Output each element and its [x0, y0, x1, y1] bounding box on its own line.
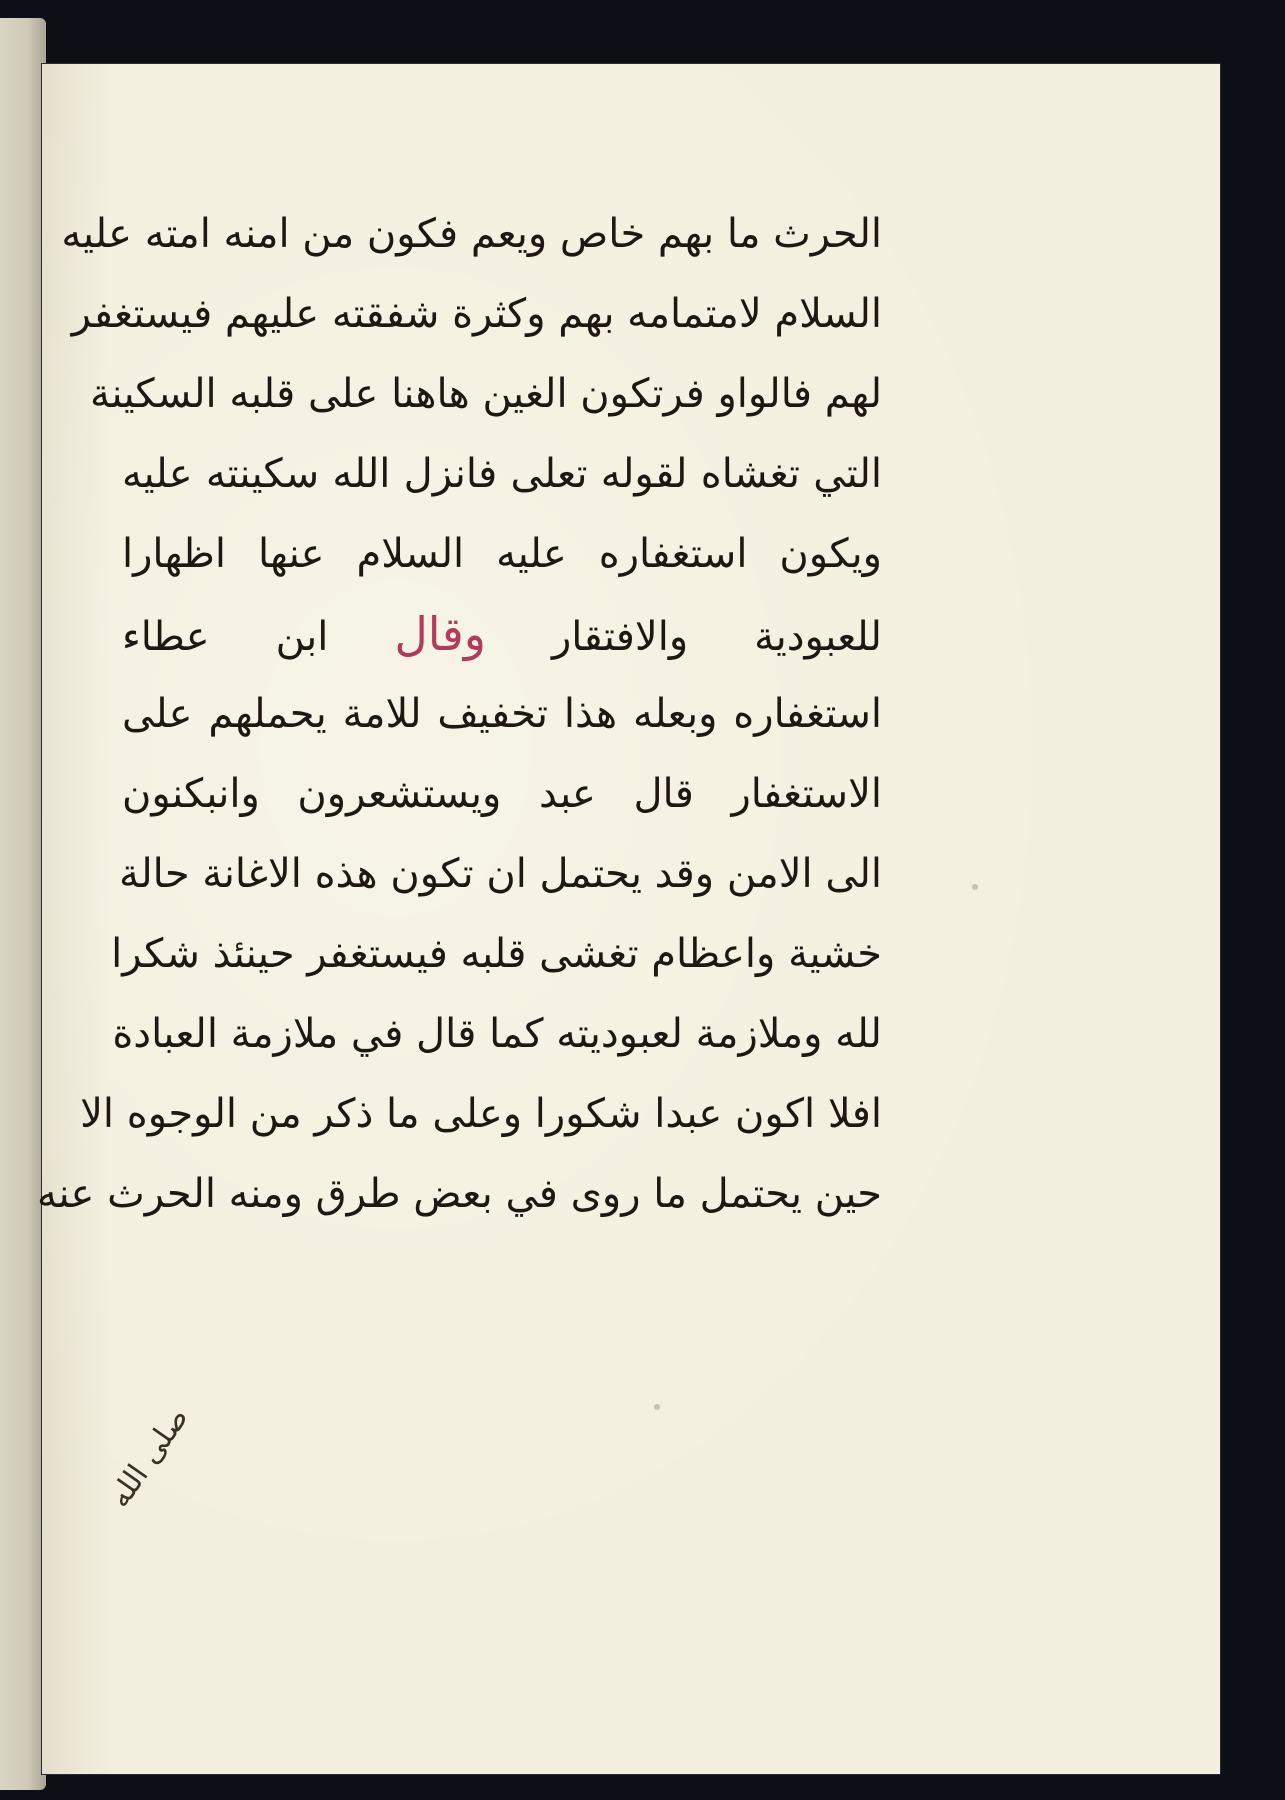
text-line-6-rubric — [122, 594, 882, 674]
text-line-3: لهم فالواو فرتكون الغين هاهنا على قلبه السكينة — [89, 371, 882, 417]
paper-speck — [972, 884, 978, 890]
text-line-12: افلا اكون عبدا شكورا وعلى ما ذكر من الوجوه الا — [80, 1091, 882, 1137]
facing-page-line — [0, 220, 46, 272]
facing-page-line — [0, 428, 46, 480]
facing-page-line — [0, 376, 46, 428]
text-line-8: الاستغفار قال عبد ويستشعرون وانبكنون — [122, 771, 882, 817]
text-line-2: السلام لامتمامه بهم وكثرة شفقته عليهم فيستغفر — [71, 291, 882, 337]
text-line-9: الى الامن وقد يحتمل ان تكون هذه الاغانة حالة — [119, 851, 882, 897]
margin-note: صلى الله — [102, 1401, 196, 1515]
text-line-13: حين يحتمل ما روى في بعض طرق ومنه الحرث عنه — [37, 1171, 882, 1217]
facing-page-line — [0, 272, 46, 324]
facing-page-line — [0, 168, 46, 220]
paper-speck — [654, 1404, 660, 1410]
text-line-5: ويكون استغفاره عليه السلام عنها اظهارا — [122, 531, 882, 577]
manuscript-page — [37, 64, 1220, 1774]
rubric-word: وقال — [394, 607, 486, 661]
facing-page-text — [0, 168, 46, 584]
facing-page-edge — [0, 18, 46, 1790]
text-line-4: التي تغشاه لقوله تعلى فانزل الله سكينته عليه — [122, 451, 882, 497]
facing-page-line — [0, 480, 46, 532]
main-text-block — [37, 194, 882, 1234]
facing-page-line — [0, 324, 46, 376]
text-line-7: استغفاره وبعله هذا تخفيف للامة يحملهم على — [122, 691, 882, 737]
rubric-line-before: للعبودية والافتقار — [551, 614, 882, 660]
text-line-11: لله وملازمة لعبوديته كما قال في ملازمة العبادة — [112, 1011, 882, 1057]
text-line-1: الحرث ما بهم خاص ويعم فكون من امنه امته عليه — [61, 211, 882, 257]
facing-page-line — [0, 532, 46, 584]
text-line-10: خشية واعظام تغشى قلبه فيستغفر حينئذ شكرا — [111, 931, 882, 977]
rubric-line-after: ابن عطاء — [122, 614, 329, 660]
